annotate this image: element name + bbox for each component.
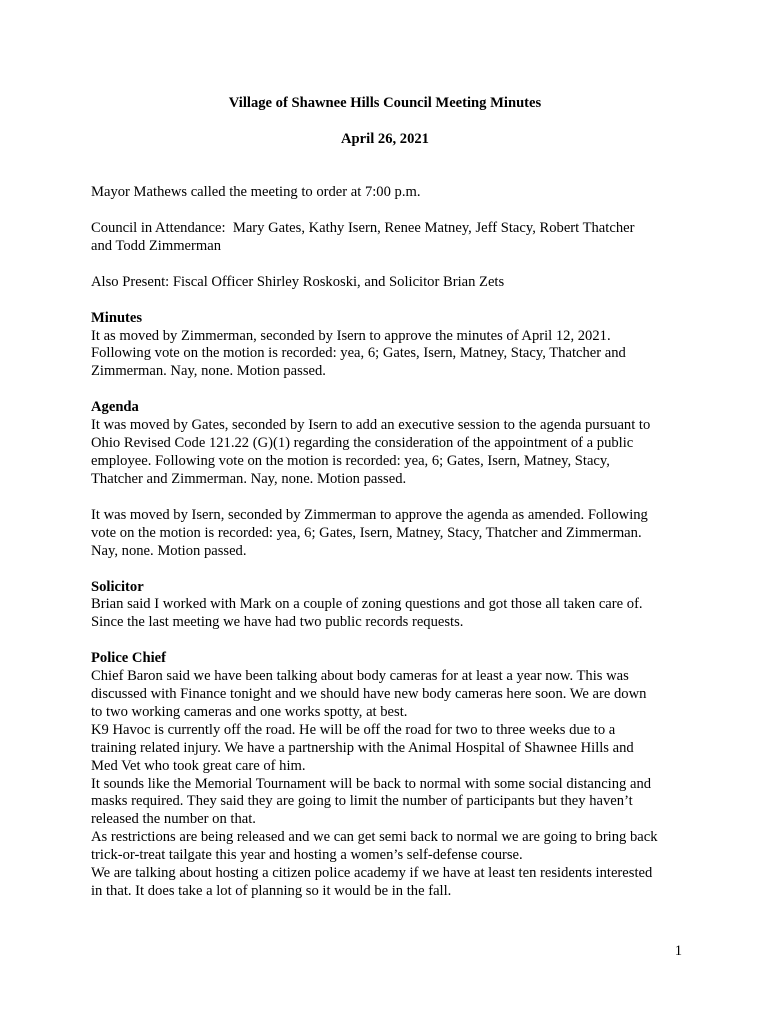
police-chief-line: training related injury. We have a partnership with the Animal Hospital of Shawnee Hills and	[91, 739, 634, 756]
attendance-line: Council in Attendance: Mary Gates, Kathy Isern, Renee Matney, Jeff Stacy, Robert Thatcher	[91, 219, 635, 236]
police-chief-line: discussed with Finance tonight and we should have new body cameras here soon. We are down	[91, 686, 647, 703]
police-chief-line: Med Vet who took great care of him.	[91, 757, 306, 774]
police-chief-line: It sounds like the Memorial Tournament will be back to normal with some social distancing and	[91, 775, 652, 792]
agenda-line: Ohio Revised Code 121.22 (G)(1) regarding the consideration of the appointment of a public	[91, 435, 634, 452]
meeting-date: April 26, 2021	[341, 131, 429, 147]
agenda-line: It was moved by Isern, seconded by Zimmerman to approve the agenda as amended. Following	[91, 506, 648, 523]
police-chief-heading: Police Chief	[91, 650, 166, 667]
minutes-line: It as moved by Zimmerman, seconded by Isern to approve the minutes of April 12, 2021.	[91, 327, 611, 344]
also-present: Also Present: Fiscal Officer Shirley Roskoski, and Solicitor Brian Zets	[91, 273, 505, 290]
agenda-line: vote on the motion is recorded: yea, 6; Gates, Isern, Matney, Stacy, Thatcher and Zimmerman.	[91, 524, 642, 541]
agenda-line: Nay, none. Motion passed.	[91, 542, 247, 559]
police-chief-line: Chief Baron said we have been talking about body cameras for at least a year now. This was	[91, 668, 629, 685]
minutes-line: Zimmerman. Nay, none. Motion passed.	[91, 363, 326, 380]
solicitor-line: Since the last meeting we have had two public records requests.	[91, 614, 464, 631]
police-chief-line: trick-or-treat tailgate this year and hosting a women’s self-defense course.	[91, 847, 523, 864]
call-to-order: Mayor Mathews called the meeting to order at 7:00 p.m.	[91, 184, 421, 200]
police-chief-line: K9 Havoc is currently off the road. He will be off the road for two to three weeks due to a	[91, 721, 616, 738]
solicitor-line: Brian said I worked with Mark on a couple of zoning questions and got those all taken care of.	[91, 596, 643, 613]
agenda-heading: Agenda	[91, 399, 139, 416]
minutes-heading: Minutes	[91, 309, 143, 326]
police-chief-line: to two working cameras and one works spotty, at best.	[91, 703, 408, 720]
page-number: 1	[674, 943, 682, 959]
solicitor-heading: Solicitor	[91, 578, 144, 595]
agenda-line: Thatcher and Zimmerman. Nay, none. Motion passed.	[91, 470, 407, 487]
police-chief-line: masks required. They said they are going to limit the number of participants but they haven’t	[91, 793, 633, 810]
document-title: Village of Shawnee Hills Council Meeting Minutes	[228, 95, 542, 111]
police-chief-line: in that. It does take a lot of planning so it would be in the fall.	[91, 883, 452, 899]
minutes-line: Following vote on the motion is recorded: yea, 6; Gates, Isern, Matney, Stacy, Thatcher and	[91, 345, 626, 362]
agenda-line: It was moved by Gates, seconded by Isern to add an executive session to the agenda pursuant to	[91, 417, 651, 434]
police-chief-line: As restrictions are being released and we can get semi back to normal we are going to bring back	[91, 829, 658, 846]
minutes-body	[91, 184, 691, 901]
agenda-line: employee. Following vote on the motion is recorded: yea, 6; Gates, Isern, Matney, Stacy,	[91, 452, 610, 469]
police-chief-line: We are talking about hosting a citizen police academy if we have at least ten residents interested	[91, 865, 653, 882]
attendance-line: and Todd Zimmerman	[91, 237, 222, 254]
police-chief-line: released the number on that.	[91, 811, 256, 828]
